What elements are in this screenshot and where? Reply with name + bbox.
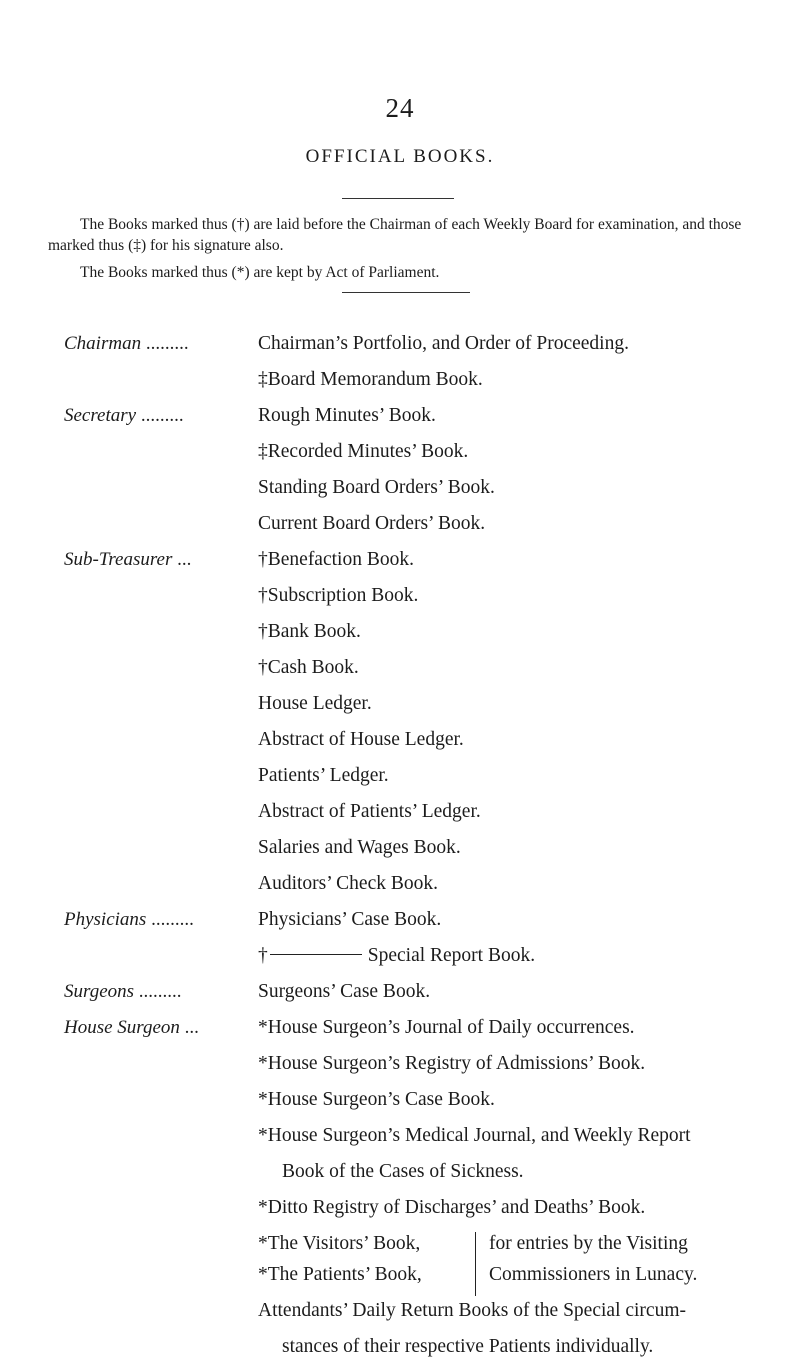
page-number: 24	[385, 93, 415, 123]
intro-note-1: The Books marked thus (†) are laid before the Chairman of each Weekly Board for examination, and those marked thus (‡) for his signature also.	[48, 216, 742, 254]
book-entry: Patients’ Ledger.	[258, 765, 389, 786]
list-item	[64, 873, 764, 909]
divider	[342, 198, 454, 199]
list-item	[64, 909, 764, 945]
book-entry: Rough Minutes’ Book.	[258, 405, 436, 426]
book-entry: Chairman’s Portfolio, and Order of Proceeding.	[258, 333, 629, 354]
books-list	[64, 333, 764, 1372]
book-note: Commissioners in Lunacy.	[489, 1264, 698, 1285]
list-item	[64, 441, 764, 477]
list-item	[64, 621, 764, 657]
dash-line	[270, 954, 362, 955]
list-item	[64, 1336, 764, 1372]
book-entry: Standing Board Orders’ Book.	[258, 477, 495, 498]
book-entry: Current Board Orders’ Book.	[258, 513, 486, 534]
book-entry: *House Surgeon’s Registry of Admissions’ Book.	[258, 1053, 646, 1074]
list-item	[64, 657, 764, 693]
list-item	[64, 1017, 764, 1053]
list-item	[64, 981, 764, 1017]
list-item	[64, 477, 764, 513]
list-item	[64, 1161, 764, 1197]
book-entry: *House Surgeon’s Case Book.	[258, 1089, 495, 1110]
book-entry: Abstract of House Ledger.	[258, 729, 464, 750]
book-entry: Attendants’ Daily Return Books of the Special circum-	[258, 1300, 686, 1321]
book-entry: Surgeons’ Case Book.	[258, 981, 431, 1002]
list-item	[64, 513, 764, 549]
book-entry: †Subscription Book.	[258, 585, 419, 606]
list-item	[64, 549, 764, 585]
book-entry: ‡Recorded Minutes’ Book.	[258, 441, 469, 462]
list-item	[64, 729, 764, 765]
special-report-label: Special Report Book.	[367, 945, 536, 966]
intro-note-2: The Books marked thus (*) are kept by Act of Parliament.	[80, 264, 440, 281]
role-label: Surgeons .........	[64, 981, 182, 1002]
list-item	[64, 1089, 764, 1125]
book-entry: House Ledger.	[258, 693, 372, 714]
list-item	[64, 1053, 764, 1089]
list-item	[64, 765, 764, 801]
role-label: Chairman .........	[64, 333, 189, 354]
list-item	[64, 837, 764, 873]
book-entry: Salaries and Wages Book.	[258, 837, 461, 858]
book-entry: †Bank Book.	[258, 621, 361, 642]
book-entry: Physicians’ Case Book.	[258, 909, 442, 930]
book-entry-continuation: Book of the Cases of Sickness.	[282, 1161, 524, 1182]
list-item	[64, 801, 764, 837]
dagger-mark: †	[258, 945, 268, 966]
book-entry: *House Surgeon’s Medical Journal, and Weekly Report	[258, 1125, 691, 1146]
book-entry: †Benefaction Book.	[258, 549, 414, 570]
role-label: Secretary .........	[64, 405, 184, 426]
role-label: Sub-Treasurer ...	[64, 549, 192, 570]
page-title: OFFICIAL BOOKS.	[305, 146, 495, 167]
book-entry: Abstract of Patients’ Ledger.	[258, 801, 481, 822]
book-note: for entries by the Visiting	[489, 1233, 688, 1254]
list-item	[64, 585, 764, 621]
divider	[342, 292, 470, 293]
list-item	[64, 693, 764, 729]
book-entry: †Cash Book.	[258, 657, 359, 678]
book-entry: ‡Board Memorandum Book.	[258, 369, 483, 390]
list-item	[64, 333, 764, 369]
list-item	[64, 369, 764, 405]
list-item	[64, 1125, 764, 1161]
list-item	[64, 405, 764, 441]
list-item	[64, 1264, 764, 1300]
book-entry-continuation: stances of their respective Patients individually.	[282, 1336, 654, 1357]
list-item	[64, 1233, 764, 1264]
list-item	[64, 1197, 764, 1233]
book-entry: *Ditto Registry of Discharges’ and Deaths’ Book.	[258, 1197, 646, 1218]
list-item	[64, 1300, 764, 1336]
book-entry: *The Patients’ Book,	[258, 1264, 422, 1285]
role-label: Physicians .........	[64, 909, 194, 930]
book-entry: Auditors’ Check Book.	[258, 873, 438, 894]
role-label: House Surgeon ...	[64, 1017, 199, 1038]
list-item	[64, 945, 764, 981]
book-entry: *House Surgeon’s Journal of Daily occurrences.	[258, 1017, 635, 1038]
book-entry	[258, 945, 535, 967]
book-entry: *The Visitors’ Book,	[258, 1233, 421, 1254]
